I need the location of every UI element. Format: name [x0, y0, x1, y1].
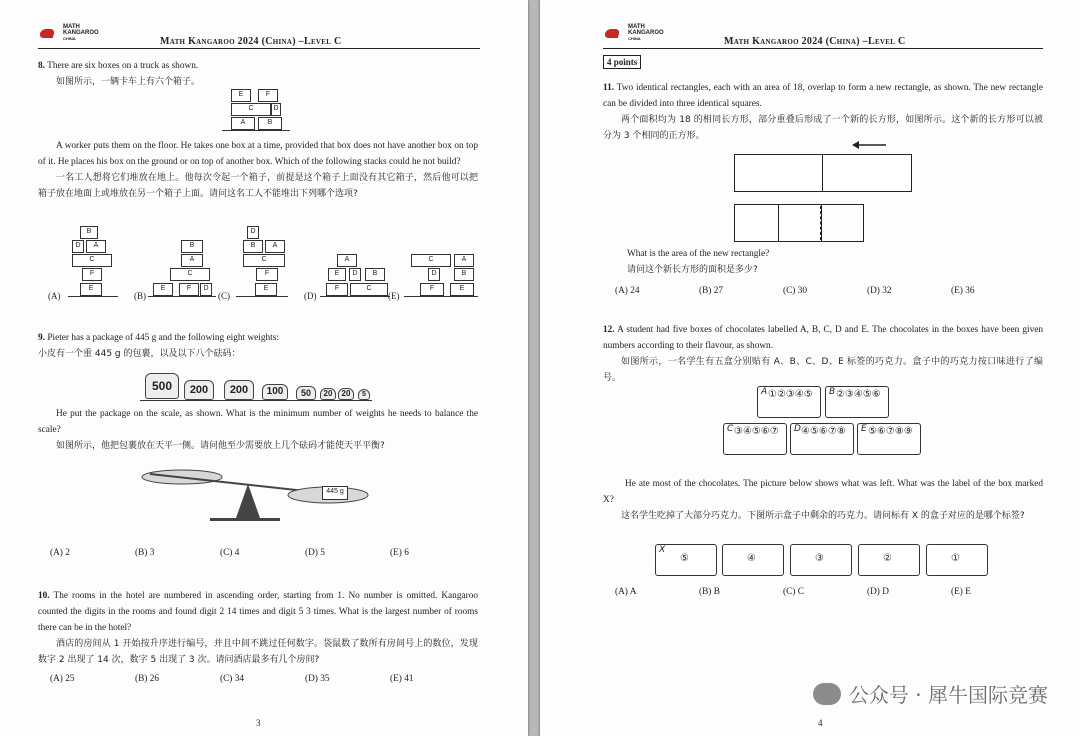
points-badge: 4 points: [603, 55, 641, 69]
page-3: MATH KANGAROO CHINA Math Kangaroo 2024 (China) –Level C 8. There are six boxes on a truck as shown. 如图所示，一辆卡车上有六个箱子。 E F C D A B A worker puts them on the floor. He takes one box at a time, provided that box does not have another box on top of it. He places his box on the ground or on top of another box. Which of the following stacks could he not build? 一名工人想将它们堆放在地上。他每次令起一个箱子，前提是这个箱子上面没有其它箱子，然后他可以把箱子放在地面上或堆放在另一个箱子上面。请问这名工人不能堆出下列哪个选项? (A) B D A C F E (B) B A C E F D (C) D B A C F E (D) A E D B F C (E) C A D B F E 9. Pieter has a package of 445 g and the following eight weights: 小皮有一个重 445 g 的包裹，以及以下八个砝码： 500 200 200 100 50 20 20 5 He put the package on the scale, as shown. What is the minimum number of weights he needs to balance the scale? 如图所示，他把包裹放在天平一侧。请问他至少需要放上几个砝码才能使天平平衡? 445 g (A) 2 (B) 3 (C) 4 (D) 5 (E) 6 10. The rooms in the hotel are numbered in ascending order, starting from 1. No number is omitted. Kangaroo counted the digits in the rooms and found digit 2 14 times and digit 5 3 times. What is the largest number of rooms there can be in the hotel? 酒店的房间从 1 开始按升序进行编号，并且中间不跳过任何数字。袋鼠数了数所有房间号上的数位，发现数字 2 出现了 14 次，数字 5 出现了 3 次。请问酒店最多有几个房间? (A) 25 (B) 26 (C) 34 (D) 35 (E) 41 3: [0, 0, 528, 736]
question-12-options: (A) A (B) B (C) C (D) D (E) E: [615, 587, 971, 597]
watermark: 公众号 · 犀牛国际竞赛: [813, 679, 1048, 708]
page-number: 3: [256, 718, 261, 728]
question-9-body: He put the package on the scale, as shown. What is the minimum number of weights he needs to balance the scale? 如图所示，他把包裹放在天平一侧。请问他至少需要放上几个砝码才能使天平平衡?: [38, 409, 478, 451]
kangaroo-logo-icon: [40, 27, 60, 39]
page-number: 4: [818, 718, 823, 728]
question-12: 12. A student had five boxes of chocolates labelled A, B, C, D and E. The chocolates in the boxes have been given numbers according to their flavour, as shown. 如图所示，一名学生有五盒分别贴有 A、B、C、D、E 标签的巧克力。盒子中的巧克力按口味进行了编号。: [603, 325, 1043, 383]
question-8: 8. There are six boxes on a truck as shown. 如图所示，一辆卡车上有六个箱子。: [38, 61, 201, 87]
page-gap: [528, 0, 540, 736]
page-header-title: Math Kangaroo 2024 (China) –Level C: [724, 36, 906, 47]
question-8-body: A worker puts them on the floor. He takes one box at a time, provided that box does not have another box on top of it. He places his box on the ground or on top of another box. Which of the following stacks could he not build? 一名工人想将它们堆放在地上。他每次令起一个箱子，前提是这个箱子上面没有其它箱子，然后他可以把箱子放在地面上或堆放在另一个箱子上面。请问这名工人不能堆出下列哪个选项?: [38, 141, 478, 199]
question-12-body: He ate most of the chocolates. The picture below shows what was left. What was the label of the box marked X? 这名学生吃掉了大部分巧克力。下图所示盒子中剩余的巧克力。请问标有 X 的盒子对应的是哪个标签?: [603, 479, 1043, 521]
chocolate-box-a: A ①②③④⑤: [757, 386, 821, 418]
chocolate-box-c: C ③④⑤⑥⑦: [723, 423, 787, 455]
package-box: 445 g: [322, 486, 348, 500]
wechat-icon: [813, 683, 841, 705]
chocolate-box-d: D ④⑤⑥⑦⑧: [790, 423, 854, 455]
question-11: 11. Two identical rectangles, each with an area of 18, overlap to form a new rectangle, as shown. The new rectangle can be divided into three identical squares. 两个面积均为 18 的相同长方形，部分重叠后形成了一个新的长方形，如图所示。这个新的长方形可以被分为 3 个相同的正方形。: [603, 83, 1044, 141]
question-10-options: (A) 25 (B) 26 (C) 34 (D) 35 (E) 41: [50, 674, 414, 684]
chocolate-box-e: E ⑤⑥⑦⑧⑨: [857, 423, 921, 455]
question-9: 9. Pieter has a package of 445 g and the following eight weights: 小皮有一个重 445 g 的包裹，以及以下八个砝码：: [38, 333, 279, 359]
header-rule: [603, 48, 1043, 49]
kangaroo-logo-icon: [605, 27, 625, 39]
question-11-options: (A) 24 (B) 27 (C) 30 (D) 32 (E) 36: [615, 286, 975, 296]
math-kangaroo-logo: MATH KANGAROO CHINA: [40, 24, 99, 42]
question-11-body: What is the area of the new rectangle? 请问这个新长方形的面积是多少?: [627, 249, 770, 275]
header-rule: [38, 48, 480, 49]
box-x: X ⑤: [655, 544, 717, 576]
chocolate-box-b: B ②③④⑤⑥: [825, 386, 889, 418]
question-9-options: (A) 2 (B) 3 (C) 4 (D) 5 (E) 6: [50, 548, 409, 558]
question-10: 10. The rooms in the hotel are numbered in ascending order, starting from 1. No number is omitted. Kangaroo counted the digits in the rooms and found digit 2 14 times and digit 5 3 times. What is the largest number of rooms there can be in the hotel? 酒店的房间从 1 开始按升序进行编号，并且中间不跳过任何数字。袋鼠数了数所有房间号上的数位，发现数字 2 出现了 14 次，数字 5 出现了 3 次。请问酒店最多有几个房间?: [38, 591, 478, 665]
page-header-title: Math Kangaroo 2024 (China) –Level C: [160, 36, 342, 47]
math-kangaroo-logo: MATH KANGAROO CHINA: [605, 24, 664, 42]
